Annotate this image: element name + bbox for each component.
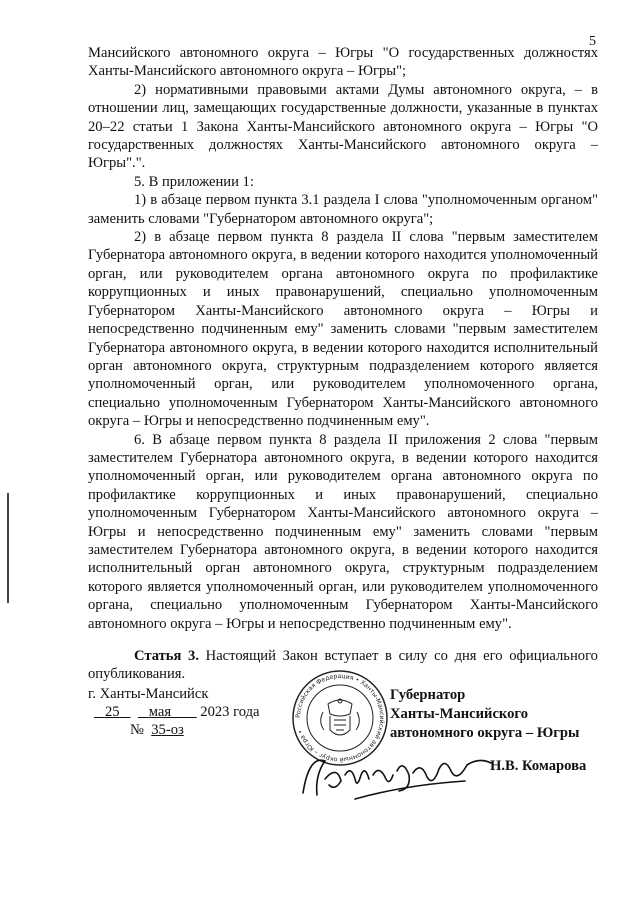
article-3-label: Статья 3. bbox=[134, 648, 199, 664]
law-number bbox=[130, 722, 184, 739]
scan-edge-mark bbox=[7, 493, 9, 603]
governor-title-line-2: Ханты-Мансийского bbox=[390, 706, 528, 722]
handwritten-signature bbox=[295, 735, 495, 805]
city-name: г. Ханты-Мансийск bbox=[88, 686, 209, 702]
paragraph-section-6: 6. В абзаце первом пункта 8 раздела II приложения 2 слова "первым заместителем Губернатора автономного округа, в ведении которого находится уполномоченный орган, или руководителем органа автономного округа по профилактике коррупционных и иных правонарушений, специально уполномоченным Губернатором Ханты-Мансийского автономного округа – Югры и непосредственно подчиненным ему" заменить словами "первым заместителем Губернатора автономного округа, в ведении которого находится исполнительный орган автономного округа, структурным подразделением которого является уполномоченный орган, или руководителем уполномоченного органа, специально уполномоченным Губернатором Ханты-Мансийского автономного округа – Югры и непосредственно подчиненным ему". bbox=[88, 431, 598, 632]
signing-date bbox=[94, 704, 260, 721]
governor-name: Н.В. Комарова bbox=[490, 758, 587, 774]
article-3-text: Настоящий Закон вступает в силу со дня его официального опубликования. bbox=[88, 648, 598, 683]
number-prefix: № bbox=[130, 722, 144, 738]
date-month: мая bbox=[148, 704, 172, 720]
governor-title-line-3: автономного округа – Югры bbox=[390, 725, 580, 741]
paragraph-item-2: 2) нормативными правовыми актами Думы автономного округа, – в отношении лиц, замещающих государственные должности, указанные в пунктах 20–22 статьи 1 Закона Ханты-Мансийского автономного округа – Югры "О государственных должностях Ханты-Мансийского автономного округа – Югры".". bbox=[88, 81, 598, 172]
date-day: 25 bbox=[104, 704, 120, 720]
seal-text: Российская Федерация • Ханты-Мансийский автономный округ – Югра • bbox=[294, 672, 386, 764]
page-number: 5 bbox=[589, 34, 596, 49]
number-value: 35-оз bbox=[151, 722, 184, 738]
date-year: 2023 года bbox=[200, 704, 260, 720]
paragraph-section-5: 5. В приложении 1: bbox=[134, 173, 254, 190]
governor-title-line-1: Губернатор bbox=[390, 687, 466, 703]
document-body bbox=[88, 44, 598, 684]
paragraph-5-item-1: 1) в абзаце первом пункта 3.1 раздела I слова "уполномоченным органом" заменить словами "Губернатором автономного округа"; bbox=[88, 192, 598, 227]
paragraph-5-item-2: 2) в абзаце первом пункта 8 раздела II слова "первым заместителем Губернатора автономного округа, в ведении которого находится уполномоченный орган, или руководителем органа автономного округа по профилактике коррупционных и иных правонарушений, специально уполномоченным Губернатором Ханты-Мансийского автономного округа – Югры и непосредственно подчиненным ему" заменить словами "первым заместителем Губернатора автономного округа, в ведении которого находится исполнительный орган автономного округа, структурным подразделением которого является уполномоченный орган, или руководителем уполномоченного органа, специально уполномоченным Губернатором Ханты-Мансийского автономного округа – Югры и непосредственно подчиненным ему". bbox=[88, 229, 598, 430]
paragraph-continuation: Мансийского автономного округа – Югры "О государственных должностях Ханты-Мансийского автономного округа – Югры"; bbox=[88, 45, 598, 80]
